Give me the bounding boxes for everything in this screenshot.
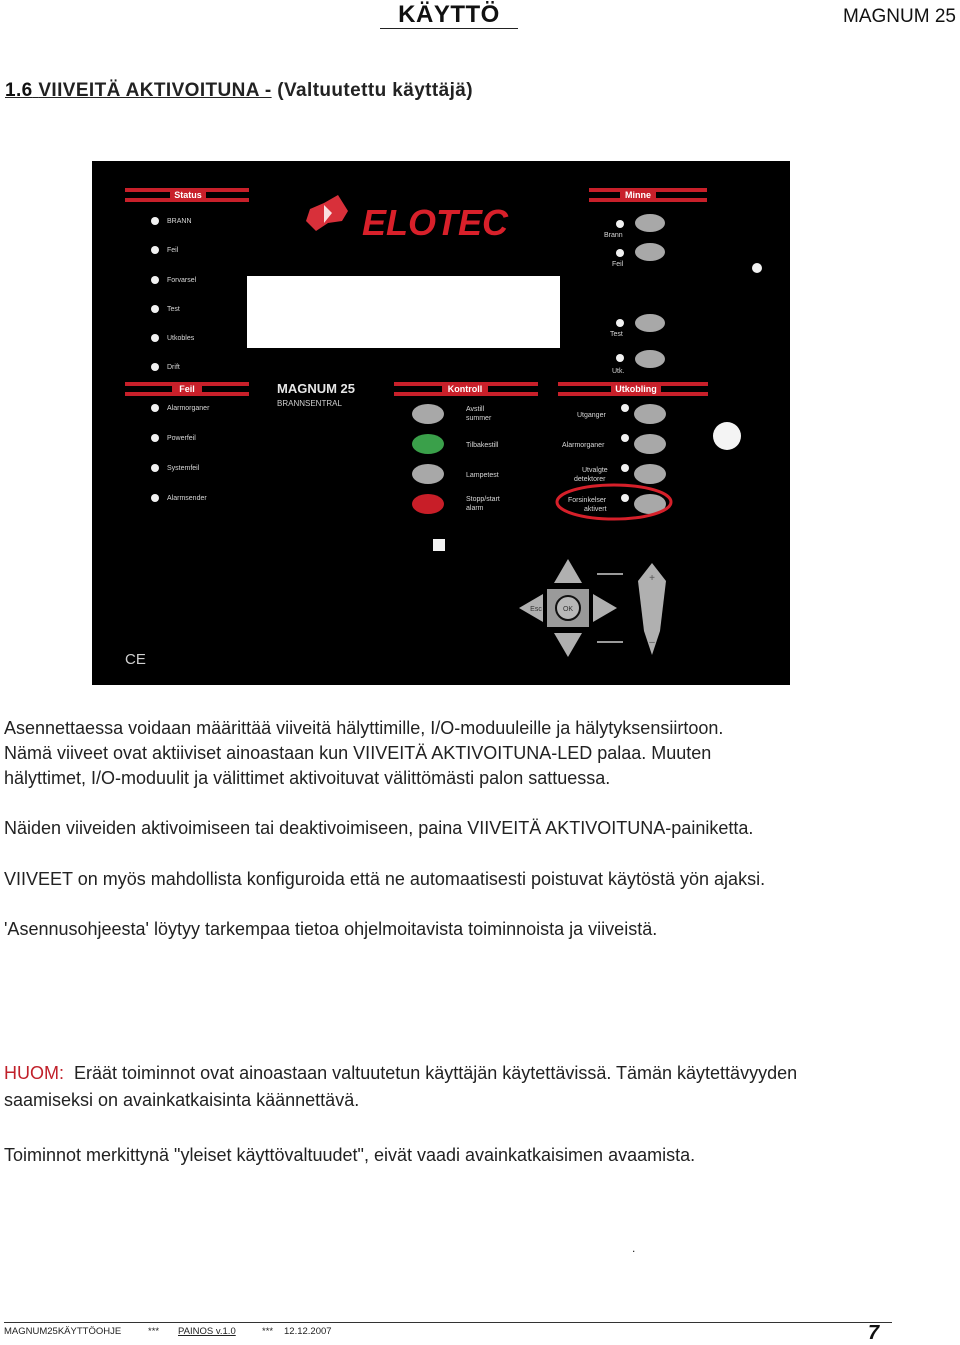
- minus-mark-top: [597, 573, 623, 575]
- paragraph-activate: Näiden viiveiden aktivoimiseen tai deaktivoimiseen, paina VIIVEITÄ AKTIVOITUNA-painiketta.: [4, 818, 754, 838]
- minne-label: Utk.: [612, 368, 625, 375]
- silence-button: [412, 404, 444, 424]
- note-line2: saamiseksi on avainkatkaisinta käännettävä.: [4, 1090, 360, 1110]
- kontroll-label: Avstill: [466, 406, 485, 413]
- feil-header-bar: [125, 382, 249, 396]
- svg-text:+: +: [649, 573, 655, 584]
- footer-sep1: ***: [148, 1326, 160, 1337]
- status-header-bar: [125, 188, 249, 202]
- brand-name: ELOTEC: [362, 202, 509, 243]
- stray-dot: .: [632, 1241, 636, 1255]
- utkobling-label: Utvalgte: [582, 467, 608, 474]
- kontroll-label: Tilbakestill: [466, 442, 499, 449]
- feil-led-label: Alarmorganer: [167, 405, 210, 412]
- paragraph-general-rights: Toiminnot merkittynä "yleiset käyttövaltuudet", eivät vaadi avainkatkaisimen avaamista.: [4, 1145, 696, 1165]
- reset-button: [412, 434, 444, 454]
- status-header-label: Status: [174, 190, 202, 200]
- esc-label: Esc: [530, 606, 542, 613]
- status-led: [151, 217, 159, 225]
- feil-led-list: [151, 404, 210, 502]
- control-panel-photo: [92, 161, 790, 685]
- utkobling-label: Utganger: [577, 412, 606, 419]
- note-line1: [4, 1061, 797, 1086]
- utkobling-label: Forsinkelser: [568, 497, 607, 504]
- utkobling-label-2: aktivert: [584, 506, 607, 513]
- svg-text:–: –: [649, 637, 655, 648]
- note-text-line1: Eräät toiminnot ovat ainoastaan valtuutetun käyttäjän käytettävissä. Tämän käytettävyyden: [74, 1063, 798, 1083]
- ok-label: OK: [562, 606, 574, 613]
- utkobling-buttons: [557, 404, 671, 519]
- product-name: MAGNUM 25: [843, 6, 956, 27]
- section-number: 1.6: [5, 80, 33, 101]
- utkobling-label: Alarmorganer: [562, 442, 605, 449]
- kontroll-label: Stopp/start: [466, 496, 500, 503]
- kontroll-label: Lampetest: [466, 472, 499, 479]
- footer-sep2: ***: [262, 1326, 274, 1337]
- status-led-label: Forvarsel: [167, 277, 197, 284]
- footer-edition: PAINOS v.1.0: [178, 1326, 236, 1337]
- chapter-title: KÄYTTÖ: [380, 2, 518, 29]
- footer-date: 12.12.2007: [284, 1326, 332, 1337]
- feil-led-label: Systemfeil: [167, 465, 200, 472]
- section-heading-main: [5, 80, 272, 101]
- utkobling-header-bar: [558, 382, 708, 396]
- feil-led-label: Alarmsender: [167, 495, 207, 502]
- paragraph-intro-line1: Asennettaessa voidaan määrittää viiveitä hälyttimille, I/O-moduuleille ja hälytyksensiirtoon.: [4, 718, 724, 738]
- navigation-pad: [519, 559, 666, 657]
- feil-header-label: Feil: [179, 384, 195, 394]
- paragraph-night: VIIVEET on myös mahdollista konfiguroida että ne automaatisesti poistuvat käytöstä yön ajaksi.: [4, 869, 766, 889]
- kontroll-header-bar: [394, 382, 538, 396]
- kontroll-header-label: Kontroll: [447, 384, 483, 394]
- panel-model-sub: BRANNSENTRAL: [277, 399, 342, 408]
- paragraph-reference: 'Asennusohjeesta' löytyy tarkempaa tietoa ohjelmoitavista toiminnoista ja viiveistä.: [4, 919, 658, 939]
- status-led: [151, 276, 159, 284]
- status-led: [151, 363, 159, 371]
- footer-doc: MAGNUM25KÄYTTÖOHJE: [4, 1326, 122, 1337]
- minne-header-bar: [589, 188, 707, 202]
- section-title: VIIVEITÄ AKTIVOITUNA -: [38, 80, 272, 101]
- minus-mark-bottom: [597, 641, 623, 643]
- status-led-label: Utkobles: [167, 335, 195, 342]
- footer-rule: [4, 1322, 892, 1323]
- section-subtitle: (Valtuutettu käyttäjä): [277, 80, 473, 101]
- panel-model: MAGNUM 25: [277, 381, 356, 396]
- buzzer-square: [433, 539, 445, 551]
- status-led-label: Drift: [167, 364, 180, 371]
- stop-start-alarm-button: [412, 494, 444, 514]
- key-indicator-lamp: [713, 422, 741, 450]
- kontroll-label-2: alarm: [466, 505, 484, 512]
- kontroll-buttons: [412, 404, 500, 514]
- paragraph-intro-line3: hälyttimet, I/O-moduulit ja välittimet aktivoituvat välittömästi palon sattuessa.: [4, 768, 611, 788]
- elotec-logo-icon: [306, 195, 509, 243]
- minne-header-label: Minne: [625, 190, 651, 200]
- status-led: [151, 305, 159, 313]
- minne-controls: [604, 214, 762, 375]
- utkobling-label-2: detektorer: [574, 476, 606, 483]
- utkobling-header-label: Utkobling: [615, 384, 657, 394]
- feil-led-label: Powerfeil: [167, 435, 196, 442]
- page-number: 7: [868, 1322, 880, 1344]
- minne-label: Feil: [612, 261, 624, 268]
- status-led-label: Feil: [167, 247, 179, 254]
- lcd-display: [247, 276, 560, 348]
- status-led: [151, 334, 159, 342]
- status-led: [151, 246, 159, 254]
- minne-label: Test: [610, 331, 623, 338]
- lamp-test-button: [412, 464, 444, 484]
- section-heading: [5, 80, 473, 102]
- kontroll-label-2: summer: [466, 415, 492, 422]
- ce-mark-icon: CE: [125, 651, 146, 668]
- note-label: HUOM:: [4, 1063, 64, 1083]
- paragraph-intro-line2: Nämä viiveet ovat aktiiviset ainoastaan kun VIIVEITÄ AKTIVOITUNA-LED palaa. Muuten: [4, 743, 712, 763]
- status-led-list: [151, 217, 197, 371]
- minne-label: Brann: [604, 232, 623, 239]
- status-led-label: Test: [167, 306, 180, 313]
- status-led-label: BRANN: [167, 218, 192, 225]
